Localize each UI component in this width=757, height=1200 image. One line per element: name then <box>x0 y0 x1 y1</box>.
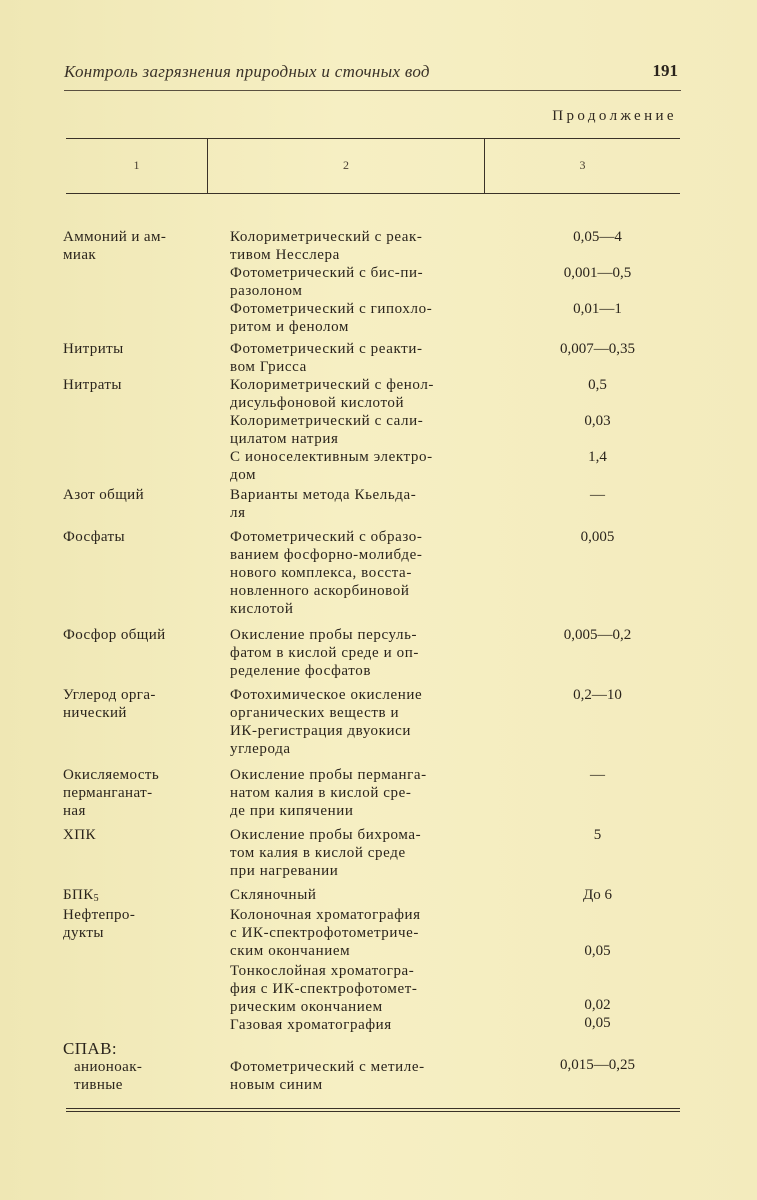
range-value: 0,005—0,2 <box>563 627 632 643</box>
range-value: 0,007—0,35 <box>560 341 635 357</box>
method-text: Колориметрический с фенол- дисульфоновой кислотой <box>230 377 435 411</box>
range-value: До 6 <box>583 887 612 903</box>
substance-name: Аммоний и ам- миак <box>63 229 167 263</box>
range-value: 0,001—0,5 <box>563 265 632 281</box>
range-value: 0,015—0,25 <box>560 1057 635 1073</box>
method-text: Фотохимическое окисление органических веществ и ИК-регистрация двуокиси углерода <box>230 687 423 757</box>
method-text: Варианты метода Кьельда- ля <box>230 487 417 521</box>
method-text: Колоночная хроматография с ИК-спектрофотометриче- ским окончанием <box>230 907 421 959</box>
method-text: Колориметрический с реак- тивом Несслера <box>230 229 423 263</box>
substance-name-main: БПК <box>63 887 94 903</box>
method-text: Фотометрический с реакти- вом Грисса <box>230 341 423 375</box>
page-number: 191 <box>652 61 678 80</box>
method-text: Окисление пробы перманга- натом калия в кислой сре- де при кипячении <box>230 767 427 819</box>
substance-name: Нефтепро- дукты <box>63 907 136 941</box>
running-header-title: Контроль загрязнения природных и сточных вод <box>64 62 430 81</box>
substance-name: Азот общий <box>63 487 145 503</box>
running-header <box>64 58 678 88</box>
range-value: 0,05—4 <box>573 229 622 245</box>
method-text: Фотометрический с метиле- новым синим <box>230 1059 425 1093</box>
method-text: Фотометрический с бис-пи- разолоном <box>230 265 424 299</box>
substance-name: СПАВ: <box>63 1039 117 1058</box>
range-value: — <box>590 487 605 503</box>
column-number-1: 1 <box>133 158 140 172</box>
substance-name: Фосфаты <box>63 529 125 545</box>
method-text: Окисление пробы персуль- фатом в кислой среде и оп- ределение фосфатов <box>230 627 419 679</box>
substance-name: Нитриты <box>63 341 124 357</box>
substance-name: ХПК <box>63 827 96 843</box>
table-bottom-rule-double <box>66 1111 680 1112</box>
table-header-rule <box>66 193 680 194</box>
range-value: — <box>590 767 605 783</box>
substance-name <box>63 886 203 908</box>
method-text: Фотометрический с образо- ванием фосфорно-молибде- нового комплекса, восста- новленного аскорбиновой кислотой <box>230 529 423 617</box>
range-value: 0,03 <box>584 413 611 429</box>
range-value: 5 <box>593 827 602 843</box>
substance-name: Нитраты <box>63 377 122 393</box>
range-value: 0,05 <box>584 943 611 959</box>
column-number-3: 3 <box>579 158 586 172</box>
substance-subscript: 5 <box>93 893 100 904</box>
method-text: Газовая хроматография <box>230 1017 392 1033</box>
column-number-2: 2 <box>343 158 349 172</box>
range-value: 0,02 <box>584 997 611 1013</box>
method-text: Окисление пробы бихрома- том калия в кислой среде при нагревании <box>230 827 422 879</box>
substance-subtype: анионоак- тивные <box>74 1059 143 1093</box>
method-text: Колориметрический с сали- цилатом натрия <box>230 413 424 447</box>
substance-name: Фосфор общий <box>63 627 166 643</box>
table-bottom-rule <box>66 1108 680 1109</box>
method-text: Тонкослойная хроматогра- фия с ИК-спектрофотомет- рическим окончанием <box>230 963 418 1015</box>
range-value: 0,5 <box>588 377 607 393</box>
range-value: 1,4 <box>588 449 607 465</box>
substance-name: Окисляемость перманганат- ная <box>63 767 160 819</box>
method-text: Фотометрический с гипохло- ритом и фенолом <box>230 301 433 335</box>
method-text: С ионоселективным электро- дом <box>230 449 433 483</box>
method-text: Скляночный <box>230 887 317 903</box>
continuation-label: Продолжение <box>552 108 677 124</box>
substance-name: Углерод орга- нический <box>63 687 156 721</box>
table-top-rule <box>66 138 680 139</box>
range-value: 0,05 <box>584 1015 611 1031</box>
range-value: 0,005 <box>580 529 615 545</box>
header-rule <box>64 90 681 91</box>
range-value: 0,2—10 <box>573 687 622 703</box>
range-value: 0,01—1 <box>573 301 622 317</box>
